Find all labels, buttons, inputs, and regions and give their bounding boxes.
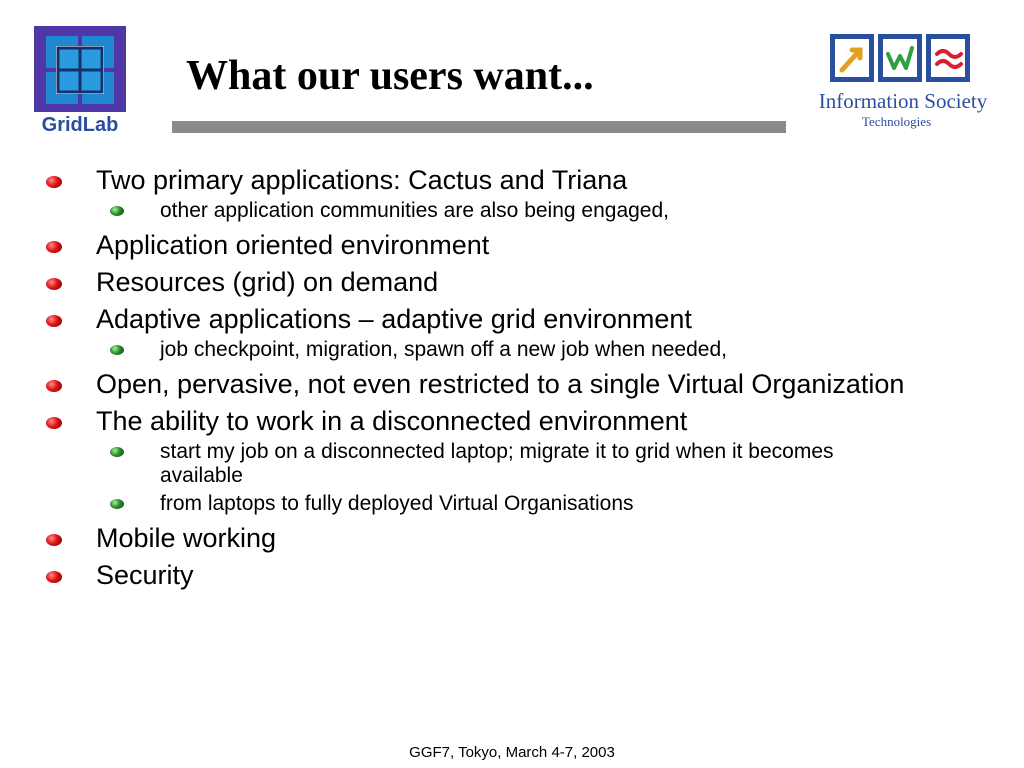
bullet-text: Resources (grid) on demand [96, 267, 439, 297]
red-bullet-icon [46, 571, 62, 583]
red-bullet-icon [46, 278, 62, 290]
bullet-item [0, 407, 1024, 436]
sub-bullet-item [0, 338, 1024, 362]
sub-bullet-text: start my job on a disconnected laptop; migrate it to grid when it becomes available [160, 440, 834, 487]
bullet-text: Open, pervasive, not even restricted to a single Virtual Organization [96, 369, 905, 399]
bullet-text: The ability to work in a disconnected environment [96, 406, 688, 436]
red-bullet-icon [46, 380, 62, 392]
slide-title: What our users want... [186, 53, 594, 99]
sub-bullet-text: from laptops to fully deployed Virtual Organisations [160, 492, 634, 515]
sub-bullet-item [0, 440, 1024, 488]
gridlab-logo-mark [28, 24, 132, 114]
gridlab-logo-text: GridLab [41, 114, 119, 136]
ist-logo-name: Information Society [818, 89, 988, 113]
bullet-text: Application oriented environment [96, 230, 490, 260]
sub-bullet-item [0, 492, 1024, 516]
red-bullet-icon [46, 241, 62, 253]
ist-logo-mark [806, 30, 1000, 88]
title-rule [172, 121, 786, 133]
red-bullet-icon [46, 176, 62, 188]
bullet-item [0, 305, 1024, 334]
bullet-text: Mobile working [96, 523, 277, 553]
bullet-item [0, 231, 1024, 260]
red-bullet-icon [46, 417, 62, 429]
bullet-item [0, 268, 1024, 297]
green-bullet-icon [110, 499, 124, 509]
bullet-text: Adaptive applications – adaptive grid environment [96, 304, 692, 334]
green-bullet-icon [110, 206, 124, 216]
green-bullet-icon [110, 345, 124, 355]
gridlab-logo [28, 24, 132, 140]
footer-text: GGF7, Tokyo, March 4-7, 2003 [409, 744, 615, 761]
bullet-item [0, 524, 1024, 553]
bullet-text: Security [96, 560, 194, 590]
red-bullet-icon [46, 534, 62, 546]
sub-bullet-item [0, 199, 1024, 223]
sub-bullet-text: other application communities are also being engaged, [160, 199, 669, 222]
ist-logo-subtitle: Technologies [862, 114, 932, 129]
bullet-item [0, 561, 1024, 590]
ist-logo [806, 30, 1000, 130]
red-bullet-icon [46, 315, 62, 327]
green-bullet-icon [110, 447, 124, 457]
bullet-item [0, 370, 1024, 399]
bullet-list [0, 166, 1024, 598]
bullet-item [0, 166, 1024, 195]
bullet-text: Two primary applications: Cactus and Triana [96, 165, 628, 195]
sub-bullet-text: job checkpoint, migration, spawn off a new job when needed, [160, 338, 727, 361]
